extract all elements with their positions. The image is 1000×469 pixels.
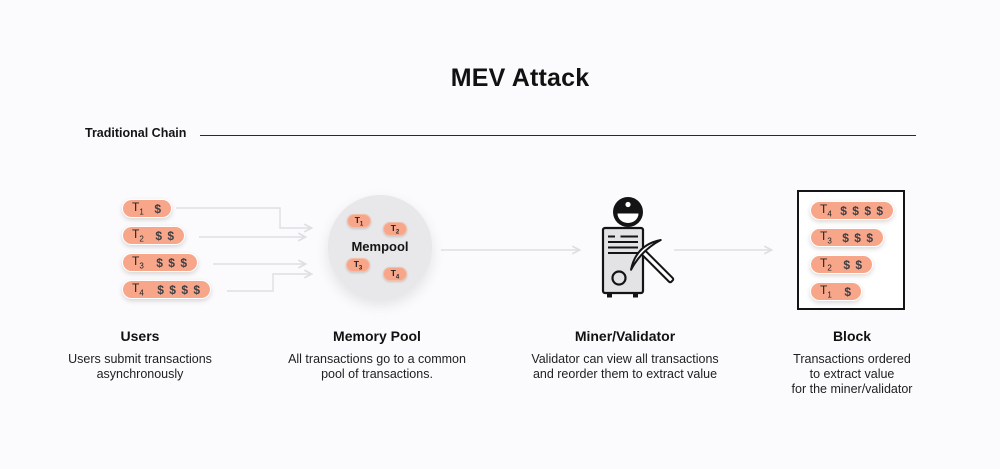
caption-line: pool of transactions. bbox=[321, 367, 433, 381]
pill-value: $ $ $ bbox=[156, 255, 188, 270]
pill-value: $ $ bbox=[155, 228, 175, 243]
block-transaction-pill-t2: $T_2$ $ $ bbox=[810, 255, 873, 274]
mempool-circle bbox=[328, 195, 432, 299]
caption-line: and reorder them to extract value bbox=[532, 367, 718, 381]
pill-label: T bbox=[132, 200, 140, 215]
mempool-label: Mempool bbox=[351, 239, 409, 254]
miner-validator-icon bbox=[596, 195, 680, 307]
block-transaction-pill-t4: $T_4$ $ $ $ $ bbox=[810, 201, 894, 220]
caption-line: All transactions go to a common bbox=[288, 352, 466, 366]
arrow-t1-to-mempool bbox=[176, 208, 311, 228]
pill-sub: 4 bbox=[139, 288, 144, 298]
stage-heading: Memory Pool bbox=[333, 328, 421, 344]
caption-line: for the miner/validator bbox=[791, 382, 913, 396]
user-transaction-pill-t1 bbox=[122, 199, 172, 218]
stage-caption-block bbox=[742, 328, 962, 397]
pill-label: T bbox=[132, 254, 140, 269]
section-label: Traditional Chain bbox=[85, 126, 187, 140]
caption-line: asynchronously bbox=[96, 367, 184, 381]
page-title: MEV Attack bbox=[450, 64, 590, 92]
caption-line: to extract value bbox=[809, 367, 895, 381]
stage-caption-users bbox=[30, 328, 250, 382]
pill-sub: 3 bbox=[139, 261, 144, 271]
stage-caption-miner bbox=[505, 328, 745, 382]
mempool-token-t1: $T_1$ bbox=[347, 214, 371, 228]
user-transaction-pill-t4 bbox=[122, 280, 211, 299]
stage-caption-mempool bbox=[267, 328, 487, 382]
stage-heading: Miner/Validator bbox=[574, 328, 676, 344]
stage-heading: Users bbox=[120, 328, 160, 344]
pill-label: T bbox=[132, 227, 140, 242]
section-divider-line bbox=[200, 135, 916, 136]
user-transaction-pill-t2 bbox=[122, 226, 185, 245]
stage-heading: Block bbox=[832, 328, 872, 344]
block-box bbox=[797, 190, 905, 310]
pill-sub: 2 bbox=[139, 234, 144, 244]
block-transaction-pill-t3: $T_3$ $ $ $ bbox=[810, 228, 884, 247]
mempool-token-t2: $T_2$ bbox=[383, 222, 407, 236]
pill-value: $ bbox=[154, 201, 162, 216]
pill-value: $ $ $ $ bbox=[157, 282, 201, 297]
arrow-t4-to-mempool bbox=[227, 274, 311, 291]
caption-line: Validator can view all transactions bbox=[531, 352, 719, 366]
mempool-token-t4: $T_4$ bbox=[383, 267, 407, 281]
miner-face-icon bbox=[613, 197, 643, 227]
caption-line: Users submit transactions bbox=[68, 352, 212, 366]
block-transaction-pill-t1: $T_1$ $ bbox=[810, 282, 862, 301]
caption-line: Transactions ordered bbox=[793, 352, 911, 366]
pill-label: T bbox=[132, 281, 140, 296]
pill-sub: 1 bbox=[139, 207, 144, 217]
user-transaction-pill-t3 bbox=[122, 253, 198, 272]
mempool-token-t3: $T_3$ bbox=[346, 258, 370, 272]
server-tower-icon bbox=[603, 228, 643, 298]
